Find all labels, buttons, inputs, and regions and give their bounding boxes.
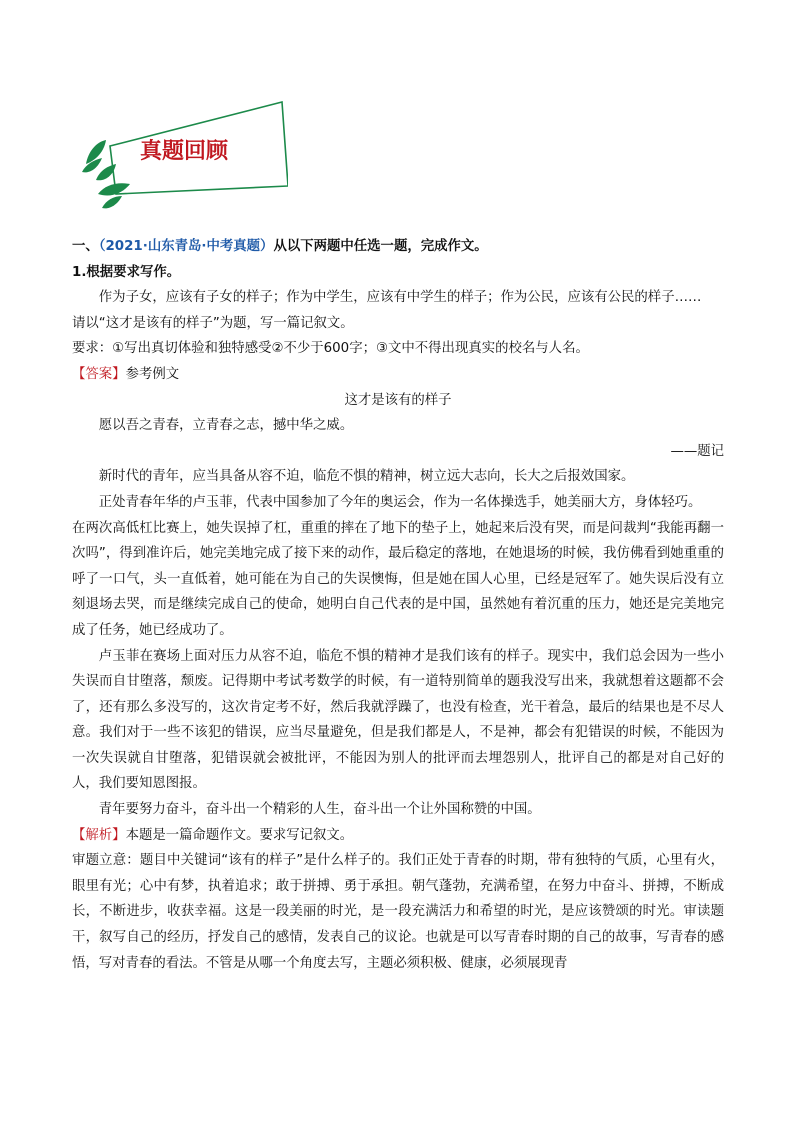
answer-label: 参考例文: [125, 366, 180, 382]
section-banner: [72, 98, 288, 218]
leaf-icon: [102, 196, 122, 208]
prompt-line-1: 作为子女，应该有子女的样子；作为中学生，应该有中学生的样子；作为公民，应该有公民的样子……: [98, 290, 702, 306]
requirements: 要求：①写出真切体验和独特感受②不少于600字；③文中不得出现真实的校名与人名。: [72, 341, 589, 357]
epigraph: 愿以吾之青春，立青春之志，撼中华之威。: [98, 418, 354, 434]
question-heading: [72, 234, 724, 260]
banner-title: 真题回顾: [139, 138, 229, 164]
essay-title: 这才是该有的样子: [344, 392, 452, 408]
analysis-heading: [72, 823, 724, 849]
question-number: 一、: [72, 239, 99, 254]
document-body: [72, 234, 724, 976]
essay-paragraph: 青年要努力奋斗，奋斗出一个精彩的人生，奋斗出一个让外国称赞的中国。: [98, 802, 541, 818]
question-source: （2021·山东青岛·中考真题）: [98, 239, 274, 254]
essay-paragraph: 正处青春年华的卢玉菲，代表中国参加了今年的奥运会，作为一名体操选手，她美丽大方，身体轻巧。: [98, 494, 702, 510]
analysis-body: 审题立意：题目中关键词“该有的样子”是什么样子的。我们正处于青春的时期，带有独特的气质，心里有火，眼里有光；心中有梦，执着追求；敢于拼搏、勇于承担。朝气蓬勃，充满希望，在努力中奋斗、拼搏，不断成长，不断进步，收获幸福。这是一段美丽的时光，是一段充满活力和希望的时光，是应该赞颂的时光。审读题干，叙写自己的经历，抒发自己的感情，发表自己的议论。也就是可以写青春时期的自己的故事，写青春的感悟，写对青春的看法。不管是从哪一个角度去写，主题必须积极、健康，必须展现青: [72, 853, 724, 971]
answer-heading: [72, 362, 724, 388]
analysis-text: 本题是一篇命题作文。要求写记叙文。: [125, 827, 354, 843]
essay-paragraph: 在两次高低杠比赛上，她失误掉了杠，重重的摔在了地下的垫子上，她起来后没有哭，而是问裁判“我能再翻一次吗”，得到准许后，她完美地完成了接下来的动作，最后稳定的落地，在她退场的时候，我仿佛看到她重重的呼了一口气，头一直低着，她可能在为自己的失误懊悔，但是她在国人心里，已经是冠军了。她失误后没有立刻退场去哭，而是继续完成自己的使命，她明白自己代表的是中国，虽然她有着沉重的压力，她还是完美地完成了任务，她已经成功了。: [72, 520, 724, 638]
answer-tag: 【答案】: [72, 366, 126, 382]
analysis-tag: 【解析】: [72, 827, 126, 843]
essay-paragraph: 卢玉菲在赛场上面对压力从容不迫，临危不惧的精神才是我们该有的样子。现实中，我们总会因为一些小失误而自甘堕落，颓废。记得期中考试考数学的时候，有一道特别简单的题我没写出来，我就想着这题都不会了，还有那么多没写的，这次肯定考不好，然后我就浮躁了，也没有检查，光干着急，最后的结果也是不尽人意。我们对于一些不该犯的错误，应当尽量避免，但是我们都是人，不是神，都会有犯错误的时候，不能因为一次失误就自甘堕落，犯错误就会被批评，不能因为别人的批评而去埋怨别人，批评自己的都是对自己好的人，我们要知恩图报。: [72, 648, 724, 792]
sub-question-title: 1.根据要求写作。: [72, 264, 181, 280]
question-instruction: 从以下两题中任选一题，完成作文。: [273, 239, 488, 254]
essay-paragraph: 新时代的青年，应当具备从容不迫，临危不惧的精神，树立远大志向，长大之后报效国家。: [98, 469, 635, 485]
epigraph-sign: ——题记: [670, 443, 724, 459]
prompt-line-2: 请以“这才是该有的样子”为题，写一篇记叙文。: [72, 315, 354, 331]
